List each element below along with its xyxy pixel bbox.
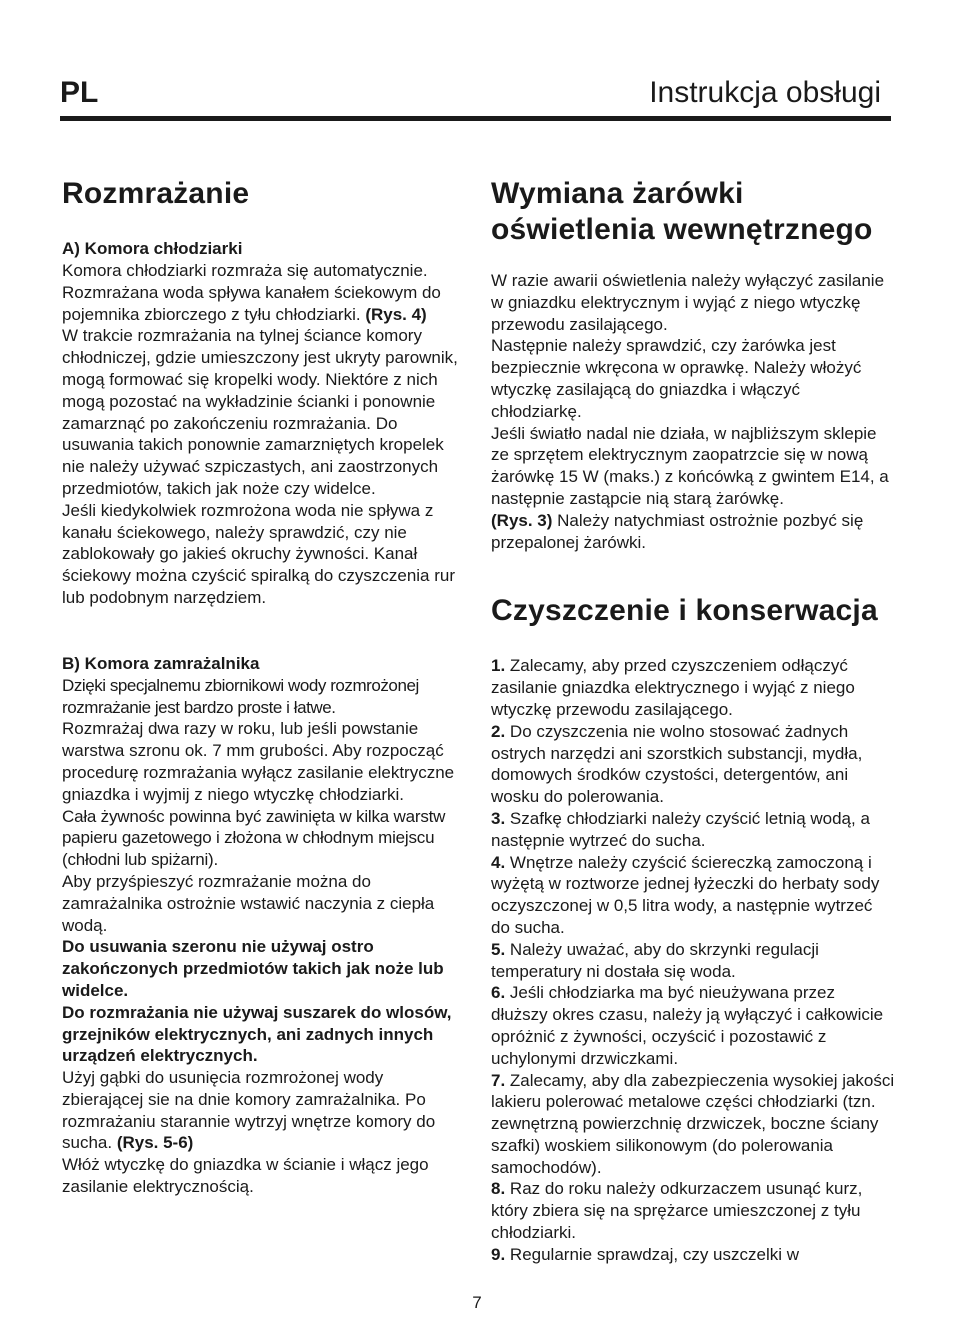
figure-reference: (Rys. 3) [491, 510, 553, 530]
list-item [491, 655, 895, 720]
item-number: 2. [491, 721, 506, 741]
item-number: 6. [491, 983, 506, 1003]
list-item [491, 982, 895, 1069]
header-rule [60, 116, 891, 121]
item-text: Wnętrze należy czyścić ściereczką zamoczoną i wyżętą w roztworze jednej łyżeczki do herbaty sody oczyszczonej w 0,5 litra wody, a następnie wytrzeć do sucha. [491, 852, 880, 937]
item-number: 7. [491, 1070, 506, 1090]
figure-reference: (Rys. 5-6) [116, 1133, 194, 1153]
list-item [491, 721, 895, 808]
paragraph [491, 510, 895, 554]
heading-bulb-replacement: Wymiana żarówki oświetlenia wewnętrznego [491, 177, 873, 246]
paragraph: Włóż wtyczkę do gniazdka w ścianie i włącz jego zasilanie elektrycznością. [62, 1155, 429, 1197]
figure-reference: (Rys. 4) [365, 304, 427, 324]
paragraph-text: Komora chłodziarki rozmraża się automatycznie. Rozmrażana woda spływa kanałem ściekowym do pojemnika zbiorczego z tyłu chłodziarki. [62, 261, 441, 324]
subheading-fridge: A) Komora chłodziarki [62, 239, 243, 258]
item-number: 3. [491, 808, 506, 828]
paragraph-text: Należy natychmiast ostrożnie pozbyć się przepalonej żarówki. [491, 510, 864, 552]
item-text: Do czyszczenia nie wolno stosować żadnych ostrych narzędzi ani szorstkich substancji, mydła, domowych środków czystości, detergentów, ani wosku do polerowania. [491, 721, 863, 807]
paragraph: W trakcie rozmrażania na tylnej ściance komory chłodniczej, gdzie umieszczony jest ukryty parownik, mogą formować się kropelki wody. Niektóre z nich mogą pozostać na wykładzinie ścianki i ponownie zamarznąć po zakończeniu rozmrażania. Do usuwania takich ponownie zamarzniętych kropelek nie należy używać szpiczastych, ani zaostrzonych przedmiotów, takich jak noże czy widelce. [62, 326, 458, 498]
list-item [491, 939, 895, 983]
paragraph-text: Użyj gąbki do usunięcia rozmrożonej wody zbierającej sie na dnie komory zamrażalnika. Po rozmrażaniu starannie wytrzyj wnętrze komory do sucha. [62, 1068, 436, 1153]
paragraph: Następnie należy sprawdzić, czy żarówka jest bezpiecznie wkręcona w oprawkę. Należy włożyć wtyczkę zasilającą do gniazdka i włączyć chłodziarkę. [491, 336, 862, 421]
cleaning-list [491, 655, 895, 1265]
heading-cleaning: Czyszczenie i konserwacja [491, 594, 878, 628]
list-item [491, 1070, 895, 1179]
page-number: 7 [472, 1293, 482, 1312]
item-text: Raz do roku należy odkurzaczem usunąć kurz, który zbiera się na sprężarce umieszczonej z tyłu chłodziarki. [491, 1179, 863, 1243]
item-text: Należy uważać, aby do skrzynki regulacji temperatury ni dostała się woda. [491, 939, 819, 981]
page-header [60, 72, 891, 114]
paragraph: Aby przyśpieszyć rozmrażanie można do zamrażalnika ostrożnie wstawić naczynia z ciepła wodą. [62, 871, 435, 935]
item-text: Jeśli chłodziarka ma być nieużywana przez dłuższy okres czasu, należy ją wyłączyć i całkowicie opróżnić z żywności, oczyścić i pozostawić z uchylonymi drzwiczkami. [491, 983, 884, 1068]
item-text: Zalecamy, aby dla zabezpieczenia wysokiej jakości lakieru polerować metalowe części chłodziarki (tzn. zewnętrzną powierzchnię drzwiczek, boczne ściany szafki) woskiem silikonowym (do polerowania samochodów). [491, 1070, 895, 1177]
item-text: Szafkę chłodziarki należy czyścić letnią wodą, a następnie wytrzeć do sucha. [491, 808, 870, 850]
item-number: 5. [491, 939, 506, 959]
list-item [491, 852, 895, 939]
item-number: 9. [491, 1244, 506, 1264]
paragraph [62, 1067, 466, 1154]
paragraph: Jeśli światło nadal nie działa, w najbliższym sklepie ze sprzętem elektrycznym zaopatrzcie się w nową żarówkę 15 W (maks.) z końcówką z gwintem E14, a następnie zastąpcie nią starą żarówkę. [491, 423, 889, 508]
item-number: 4. [491, 852, 506, 872]
left-column [62, 172, 466, 1198]
warning-text: Do rozmrażania nie używaj suszarek do wlosów, grzejników elektrycznych, ani zadnych innych urządzeń elektrycznych. [62, 1002, 452, 1066]
list-item [491, 1244, 895, 1266]
document-title: Instrukcja obsługi [649, 76, 881, 109]
paragraph [62, 260, 466, 325]
item-text: Zalecamy, aby przed czyszczeniem odłączyć zasilanie gniazdka elektrycznego i wyjąć z niego wtyczkę przewodu zasilającego. [491, 656, 855, 719]
subheading-freezer: B) Komora zamrażalnika [62, 653, 260, 673]
list-item [491, 808, 895, 852]
item-number: 1. [491, 656, 506, 676]
item-number: 8. [491, 1179, 506, 1199]
paragraph: W razie awarii oświetlenia należy wyłączyć zasilanie w gniazdku elektrycznym i wyjąć z niego wtyczkę przewodu zasilającego. [491, 271, 885, 334]
heading-defrosting: Rozmrażanie [62, 177, 250, 210]
list-item [491, 1178, 895, 1243]
warning-text: Do usuwania szeronu nie używaj ostro zakończonych przedmiotów takich jak noże lub widelce. [62, 937, 444, 1000]
paragraph: Cała żywnośc powinna być zawinięta w kilka warstw papieru gazetowego i złożona w chłodnym miejscu (chłodni lub spiżarni). [62, 806, 446, 870]
paragraph: Rozmrażaj dwa razy w roku, lub jeśli powstanie warstwa szronu ok. 7 mm grubości. Aby rozpocząć procedurę rozmrażania wyłącz zasilanie elektryczne gniazdka i wyjmij z niego wtyczkę chłodziarki. [62, 719, 455, 804]
paragraph: Jeśli kiedykolwiek rozmrożona woda nie spływa z kanału ściekowego, należy sprawdzić, czy nie zablokowały go jakieś okruchy żywności. Kanał ściekowy można czyścić spiralką do czyszczenia rur lub podobnym narzędziem. [62, 500, 456, 607]
right-column [491, 172, 895, 1266]
language-code: PL [60, 76, 99, 109]
paragraph: Dzięki specjalnemu zbiornikowi wody rozmrożonej rozmrażanie jest bardzo proste i łatwe. [62, 675, 419, 717]
item-text: Regularnie sprawdzaj, czy uszczelki w [505, 1244, 800, 1264]
